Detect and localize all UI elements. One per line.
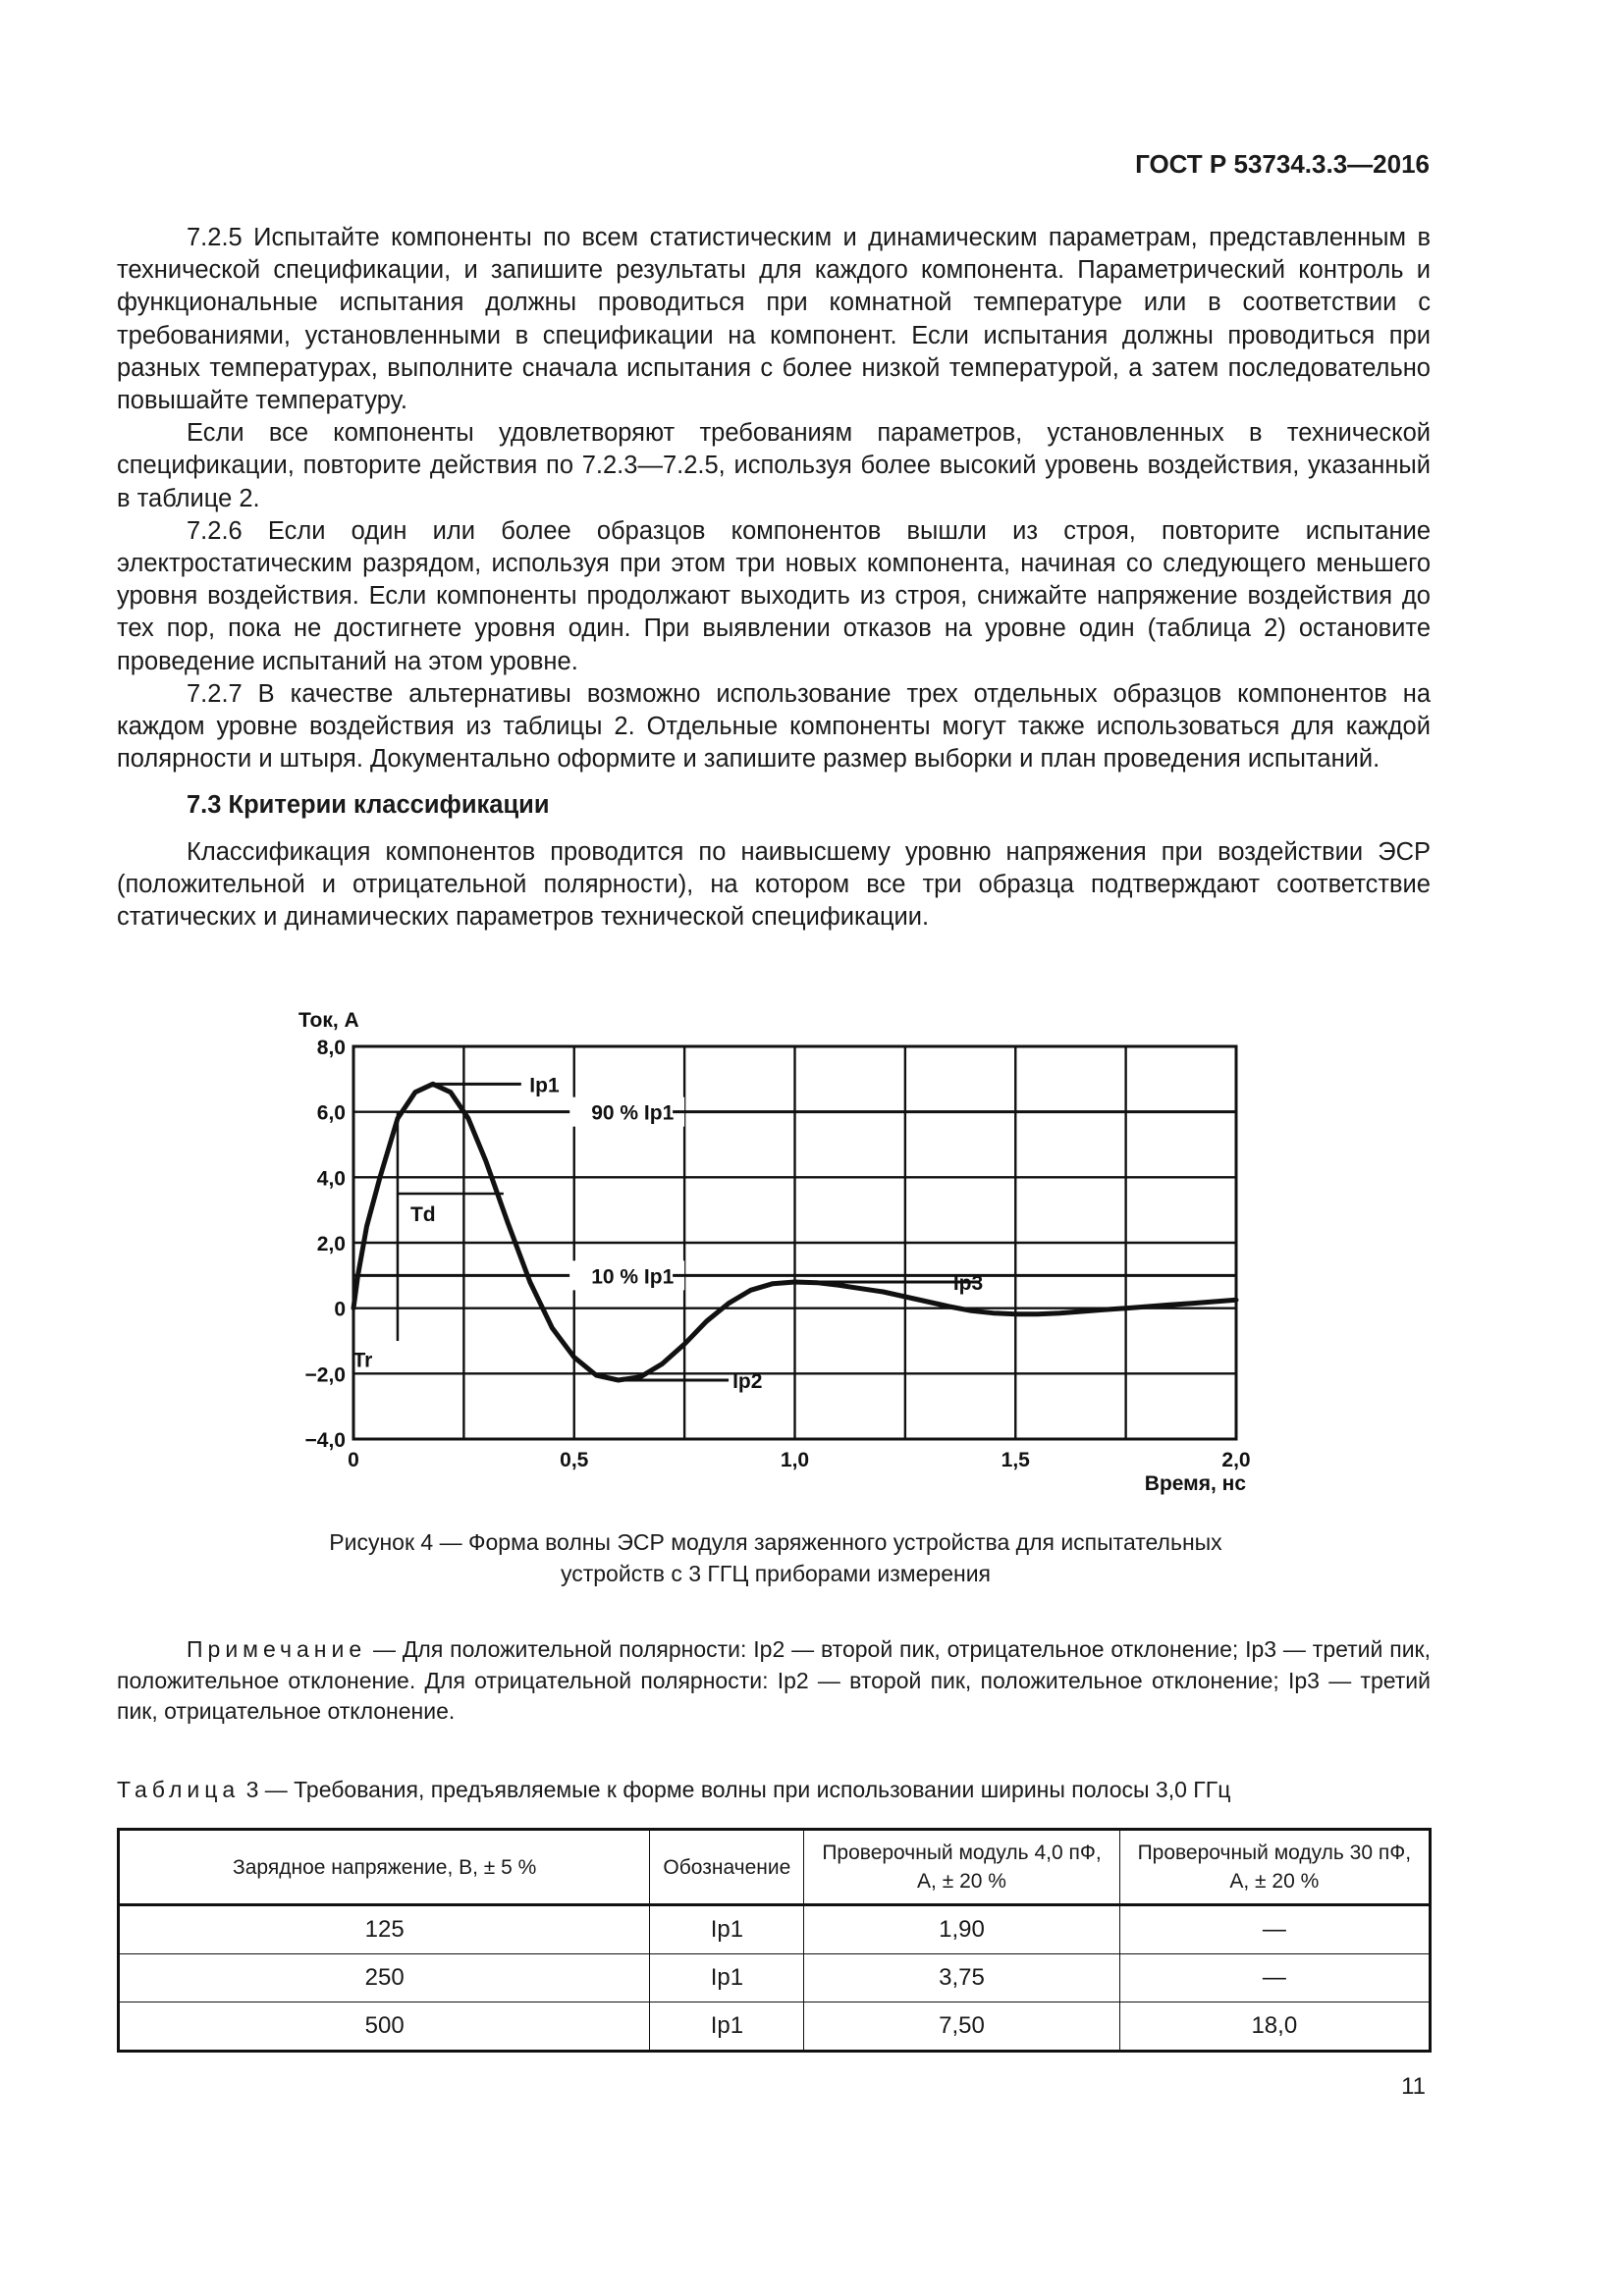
paragraph-7-2-6: 7.2.6 Если один или более образцов компонентов вышли из строя, повторите испытание электростатическим разрядом, используя при этом три новых компонента, начиная со следующего меньшего уровня воздействия. Если компоненты продолжают выходить из строя, снижайте напряжение воздействия до тех пор, пока не достигнете уровня один. При выявлении отказов на уровне один (таблица 2) остановите проведение испытаний на этом уровне. (117, 516, 1431, 675)
y-tick-label: 4,0 (316, 1167, 346, 1191)
paragraph-7-2-5-continued: Если все компоненты удовлетворяют требованиям параметров, установленных в технической спецификации, повторите действия по 7.2.3—7.2.5, используя более высокий уровень воздействия, указанный в таблице 2. (117, 419, 1431, 512)
table-cell: 3,75 (804, 1954, 1119, 2002)
reference-line-label: Ip3 (952, 1272, 984, 1295)
reference-line-label: Ip1 (529, 1074, 560, 1097)
document-header: ГОСТ Р 53734.3.3—2016 (1135, 149, 1430, 179)
reference-line-label: Ip2 (732, 1370, 763, 1393)
note-label: Примечание (187, 1636, 367, 1662)
waveform-requirements-table (117, 1828, 1432, 2053)
table-cell: 1,90 (804, 1905, 1119, 1954)
table-cell: 7,50 (804, 2002, 1119, 2052)
figure-caption (157, 1526, 1394, 1589)
waveform-chart (285, 1001, 1251, 1512)
table-label: Таблица (117, 1777, 241, 1802)
x-axis-label: Время, нс (1144, 1472, 1246, 1495)
table-row (119, 2002, 1431, 2052)
paragraph-7-2-5: 7.2.5 Испытайте компоненты по всем статистическим и динамическим параметрам, представленным в технической спецификации, и запишите результаты для каждого компонента. Параметрический контроль и функциональные испытания должны проводиться при комнатной температуре или в соответствии с требованиями, установленными в спецификации на компонент. Если испытания должны проводиться при разных температурах, выполните сначала испытания с более низкой температурой, а затем последовательно повышайте температуру. (117, 224, 1431, 415)
annotation-label: Tr (352, 1349, 373, 1372)
column-header-module-30pf: Проверочный модуль 30 пФ, А, ± 20 % (1119, 1830, 1430, 1905)
note (117, 1634, 1431, 1728)
y-tick-label: 6,0 (316, 1101, 346, 1125)
section-heading: 7.3 Критерии классификации (187, 791, 550, 820)
table-title (117, 1777, 1431, 1803)
table-cell: Ip1 (650, 1954, 804, 2002)
note-text: — Для положительной полярности: Ip2 — второй пик, отрицательное отклонение; Ip3 — третий пик, положительное отклонение. Для отрицательной полярности: Ip2 — второй пик, положительное отклонение; Ip3 — третий пик, отрицательное отклонение. (117, 1636, 1431, 1724)
column-header-designation: Обозначение (650, 1830, 804, 1905)
y-tick-label: 0 (334, 1298, 346, 1321)
table-cell: — (1119, 1954, 1430, 2002)
x-tick-label: 2,0 (1221, 1449, 1251, 1471)
x-tick-label: 0,5 (560, 1449, 589, 1471)
table-cell: 18,0 (1119, 2002, 1430, 2052)
paragraph-7-2-7: 7.2.7 В качестве альтернативы возможно использование трех отдельных образцов компонентов на каждом уровне воздействия из таблицы 2. Отдельные компоненты могут также использоваться для каждой полярности и штыря. Документально оформите и запишите размер выборки и план проведения испытаний. (117, 679, 1431, 774)
table-row (119, 1954, 1431, 2002)
y-tick-label: −4,0 (304, 1429, 346, 1452)
body-text (117, 222, 1431, 934)
page-number: 11 (1401, 2073, 1426, 2100)
annotation-label: Td (409, 1203, 436, 1226)
reference-line-label: 10 % Ip1 (591, 1265, 675, 1289)
table-cell: 125 (119, 1905, 650, 1954)
table-cell: 250 (119, 1954, 650, 2002)
table-cell: — (1119, 1905, 1430, 1954)
section-paragraph: Классификация компонентов проводится по наивысшему уровню напряжения при воздействии ЭСР (положительной и отрицательной полярности), на котором все три образца подтверждают соответствие статических и динамических параметров технической спецификации. (117, 837, 1431, 932)
y-axis-label: Ток, А (298, 1009, 359, 1032)
reference-line-label: 90 % Ip1 (591, 1101, 675, 1125)
y-tick-label: 2,0 (316, 1233, 346, 1255)
x-tick-label: 1,0 (780, 1449, 810, 1471)
column-header-voltage: Зарядное напряжение, В, ± 5 % (119, 1830, 650, 1905)
table-cell: Ip1 (650, 1905, 804, 1954)
table-cell: Ip1 (650, 2002, 804, 2052)
table-row (119, 1905, 1431, 1954)
table-header-row (119, 1830, 1431, 1905)
waveform-figure (285, 1001, 1251, 1512)
x-tick-label: 0 (348, 1449, 359, 1471)
figure-caption-line-1: Рисунок 4 — Форма волны ЭСР модуля заряженного устройства для испытательных (329, 1529, 1222, 1555)
figure-caption-line-2: устройств с 3 ГГЦ приборами измерения (560, 1561, 991, 1586)
table-title-text: 3 — Требования, предъявляемые к форме волны при использовании ширины полосы 3,0 ГГц (240, 1777, 1231, 1802)
column-header-module-4pf: Проверочный модуль 4,0 пФ, А, ± 20 % (804, 1830, 1119, 1905)
x-tick-label: 1,5 (1001, 1449, 1030, 1471)
y-tick-label: −2,0 (304, 1363, 346, 1387)
y-tick-label: 8,0 (316, 1037, 346, 1059)
table-cell: 500 (119, 2002, 650, 2052)
